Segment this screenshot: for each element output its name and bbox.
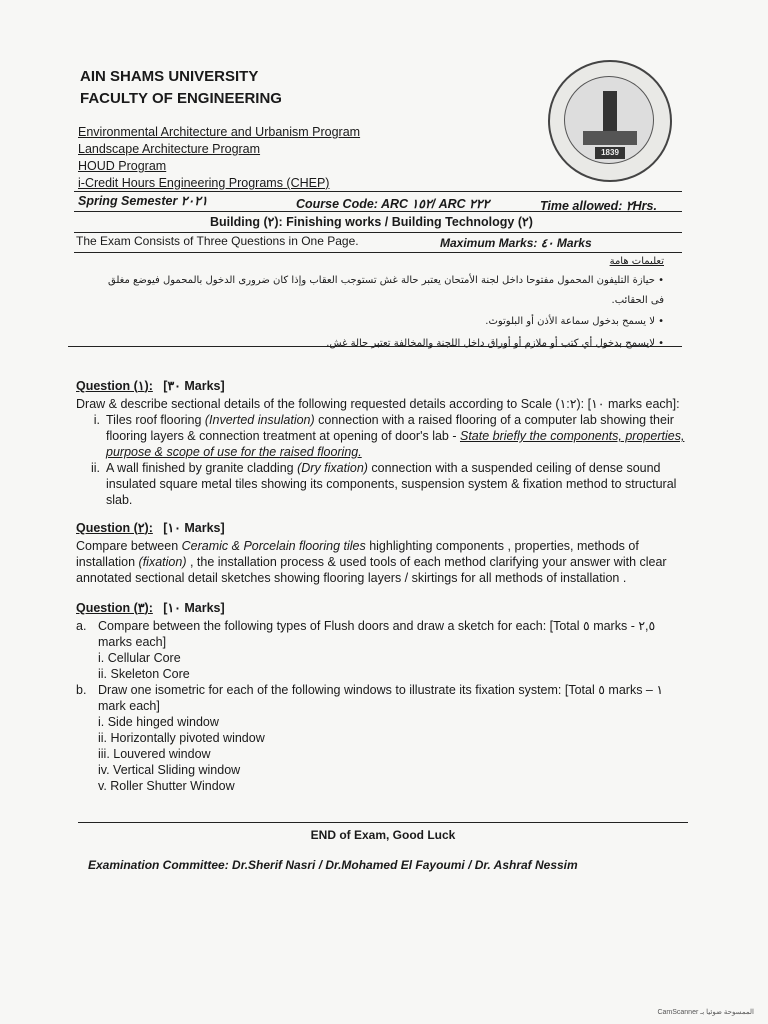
program-item: Environmental Architecture and Urbanism Program (78, 125, 361, 139)
scanner-watermark: CamScanner الممسوحة ضوئيا بـ (657, 1009, 754, 1016)
question-3-part-b: b. Draw one isometric for each of the following windows to illustrate its fixation system: [Total ٥ marks – ١ mark each] (76, 683, 664, 713)
divider (68, 346, 682, 347)
university-header (80, 66, 282, 110)
question-1-marks: [٣٠ Marks] (163, 379, 225, 393)
divider (74, 191, 682, 192)
exam-consists: The Exam Consists of Three Questions in One Page. (76, 234, 359, 248)
list-item: i. Side hinged window (98, 715, 219, 729)
divider (74, 252, 682, 253)
list-item: ii. Horizontally pivoted window (98, 731, 265, 745)
max-marks: Maximum Marks: ٤٠ Marks (440, 236, 592, 250)
list-item: ii. Skeleton Core (98, 667, 190, 681)
question-3-heading: Question (٣): (76, 601, 153, 615)
list-item: iii. Louvered window (98, 747, 211, 761)
program-item: i-Credit Hours Engineering Programs (CHEP) (78, 176, 330, 190)
question-3-part-a: a. Compare between the following types of Flush doors and draw a sketch for each: [Total ٥ marks - ٢,٥ marks each] (76, 619, 656, 649)
question-1 (76, 378, 688, 508)
question-3-marks: [١٠ Marks] (163, 601, 225, 615)
semester: Spring Semester ٢٠٢١ (78, 194, 208, 208)
bullet-icon: • (654, 275, 664, 286)
seal-tower-icon (603, 91, 617, 131)
seal-inner-icon (564, 76, 654, 164)
question-1-intro: Draw & describe sectional details of the following requested details according to Scale (١:٢): [١٠ marks each]: (76, 397, 680, 411)
list-item: v. Roller Shutter Window (98, 779, 235, 793)
instructions (100, 256, 664, 353)
instructions-title: تعليمات هامة (609, 256, 664, 267)
question-2 (76, 520, 688, 586)
examination-committee: Examination Committee: Dr.Sherif Nasri / Dr.Mohamed El Fayoumi / Dr. Ashraf Nessim (88, 858, 578, 872)
program-list (78, 124, 360, 192)
question-2-text: Compare between Ceramic & Porcelain flooring tiles highlighting components , properties, methods of installation (fixation) , the installation process & used tools of each method clarifying your answer with clear annotated sectional detail sketches showing flooring layers / skirtings for all methods of installation . (76, 539, 667, 585)
seal-base-icon (583, 131, 637, 145)
course-title: Building (٢): Finishing works / Building Technology (٢) (210, 215, 533, 229)
question-1-heading: Question (١): (76, 379, 153, 393)
university-name: AIN SHAMS UNIVERSITY (80, 68, 259, 85)
list-item: i. Cellular Core (98, 651, 181, 665)
course-code: Course Code: ARC ١٥٢/ ARC ٢٢٢ (296, 197, 490, 211)
divider (78, 822, 688, 823)
bullet-icon: • (654, 338, 664, 349)
bullet-icon: • (654, 316, 664, 327)
university-seal-logo (548, 60, 672, 182)
divider (74, 232, 682, 233)
instruction-item: • لايسمح بدخول أي كتب أو ملازم أو أوراق داخل اللجنة والمخالفة تعتبر حالة غش. (326, 338, 664, 349)
divider (74, 211, 682, 212)
program-item: HOUD Program (78, 159, 167, 173)
question-1-item-ii: ii. A wall finished by granite cladding (Dry fixation) connection with a suspended ceiling of dense sound insulated square metal tiles showing its components, suspension system & fixation method to structural slab. (90, 461, 677, 507)
end-of-exam: END of Exam, Good Luck (310, 828, 456, 842)
faculty-name: FACULTY OF ENGINEERING (80, 90, 282, 107)
question-1-item-i: i. Tiles roof flooring (Inverted insulation) connection with a raised flooring of a computer lab showing their flooring layers & connection treatment at opening of door's lab - State briefly the components, properties, purpose & scope of use for the raised flooring. (93, 413, 685, 459)
instruction-item: • حيازة التليفون المحمول مفتوحا داخل لجنة الأمتحان يعتبر حالة غش تستوجب العقاب وإذا كان ضرورى الدخول بالمحمول فيوضع مغلق فى الحقائب. (108, 275, 664, 306)
seal-year: 1839 (595, 147, 625, 159)
instruction-item: • لا يسمح بدخول سماعة الأذن أو البلوتوث. (485, 316, 664, 327)
question-2-marks: [١٠ Marks] (163, 521, 225, 535)
question-2-heading: Question (٢): (76, 521, 153, 535)
list-item: iv. Vertical Sliding window (98, 763, 241, 777)
time-allowed: Time allowed: ٢Hrs. (540, 199, 657, 213)
question-3 (76, 600, 688, 794)
program-item: Landscape Architecture Program (78, 142, 261, 156)
